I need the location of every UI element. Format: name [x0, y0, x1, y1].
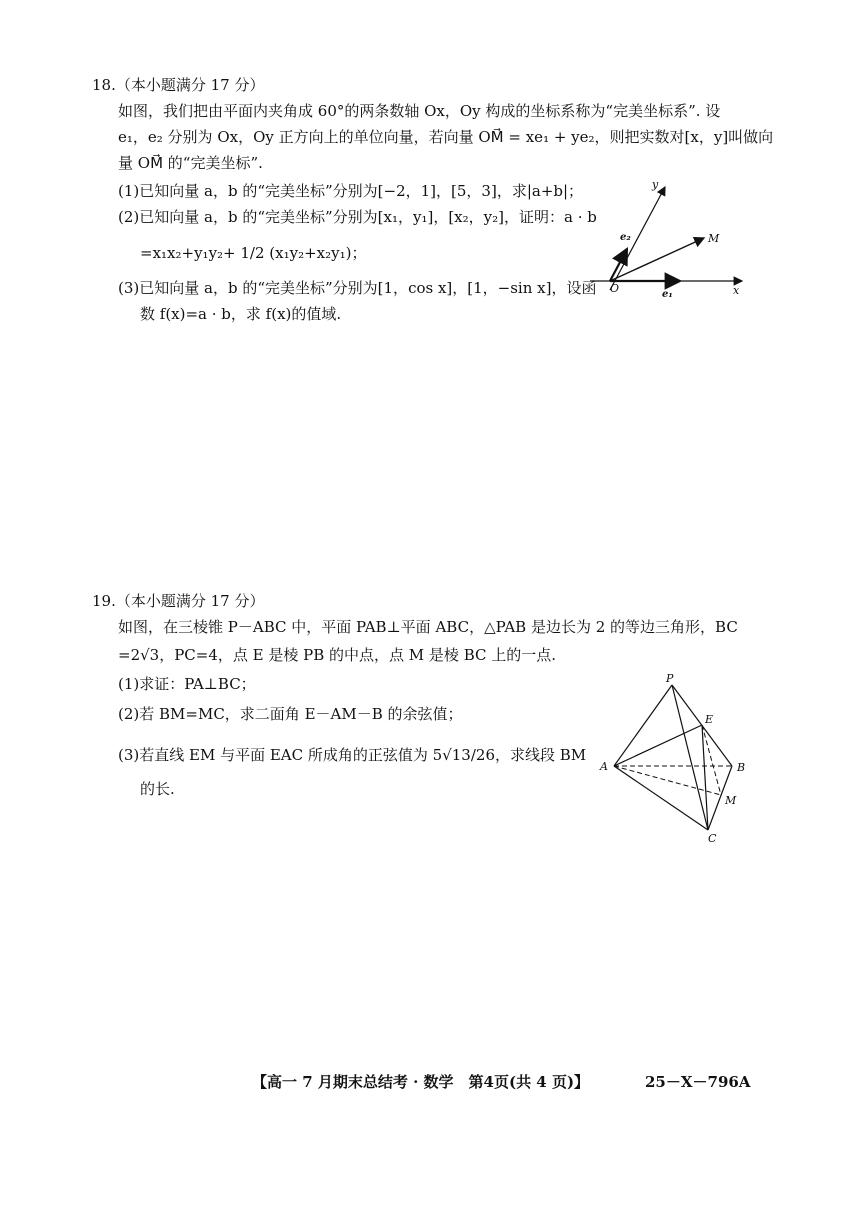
- segment-ae: [614, 725, 702, 766]
- edge-pc: [672, 685, 708, 830]
- vertex-c-label: C: [708, 832, 717, 845]
- problem-18-intro-line-3: 量 OM⃗ 的“完美坐标”.: [118, 154, 263, 172]
- problem-19-header: 19.（本小题满分 17 分）: [92, 592, 265, 610]
- origin-label: O: [610, 282, 620, 295]
- point-m-label: M: [725, 794, 737, 807]
- point-e-label: E: [705, 713, 714, 726]
- e1-label: e₁: [662, 289, 673, 300]
- edge-pa: [614, 685, 672, 766]
- problem-19-part-3: (3)若直线 EM 与平面 EAC 所成角的正弦值为 5√13/26，求线段 BM: [118, 746, 587, 764]
- vertex-b-label: B: [737, 761, 746, 774]
- problem-18-part-3: (3)已知向量 a，b 的“完美坐标”分别为[1，cos x]，[1，−sin x]，设函: [118, 279, 597, 297]
- problem-19-intro-line-2: =2√3，PC=4，点 E 是棱 PB 的中点，点 M 是棱 BC 上的一点.: [118, 646, 557, 664]
- x-axis-label: x: [733, 284, 740, 297]
- problem-19-part-2: (2)若 BM=MC，求二面角 E－AM－B 的余弦值；: [118, 705, 463, 723]
- problem-19-intro-line-1: 如图，在三棱锥 P－ABC 中，平面 PAB⊥平面 ABC，△PAB 是边长为 2 的等边三角形，BC: [118, 618, 738, 636]
- e2-label: e₂: [620, 232, 631, 243]
- problem-19-part-3-cont: 的长.: [140, 780, 175, 798]
- problem-19-part-1: (1)求证：PA⊥BC；: [118, 675, 256, 693]
- problem-18-part-3-cont: 数 f(x)=a · b，求 f(x)的值域.: [140, 305, 342, 323]
- vertex-a-label: A: [600, 760, 608, 773]
- problem-18-part-2: (2)已知向量 a，b 的“完美坐标”分别为[x₁，y₁]，[x₂，y₂]，证明：a · b: [118, 208, 597, 226]
- y-axis-label: y: [652, 178, 659, 191]
- exam-code: 25－X－796A: [645, 1073, 751, 1091]
- problem-18-header: 18.（本小题满分 17 分）: [92, 76, 265, 94]
- problem-18-intro-line-2: e₁，e₂ 分别为 Ox，Oy 正方向上的单位向量，若向量 OM⃗ = xe₁ + ye₂，则把实数对[x，y]叫做向: [118, 128, 774, 146]
- segment-ec: [702, 725, 708, 830]
- pyramid-figure: [598, 672, 758, 847]
- point-m-label: M: [708, 232, 720, 245]
- problem-18-part-2-formula: =x₁x₂+y₁y₂+ 1/2 (x₁y₂+x₂y₁)；: [140, 244, 367, 262]
- problem-18-intro-line-1: 如图，我们把由平面内夹角成 60°的两条数轴 Ox，Oy 构成的坐标系称为“完美坐标系”. 设: [118, 102, 721, 120]
- problem-18-part-1: (1)已知向量 a，b 的“完美坐标”分别为[−2，1]，[5，3]，求|a+b|；: [118, 182, 584, 200]
- page-footer: 【高一 7 月期末总结考 · 数学 第4页(共 4 页)】: [252, 1073, 590, 1091]
- vertex-p-label: P: [666, 672, 674, 685]
